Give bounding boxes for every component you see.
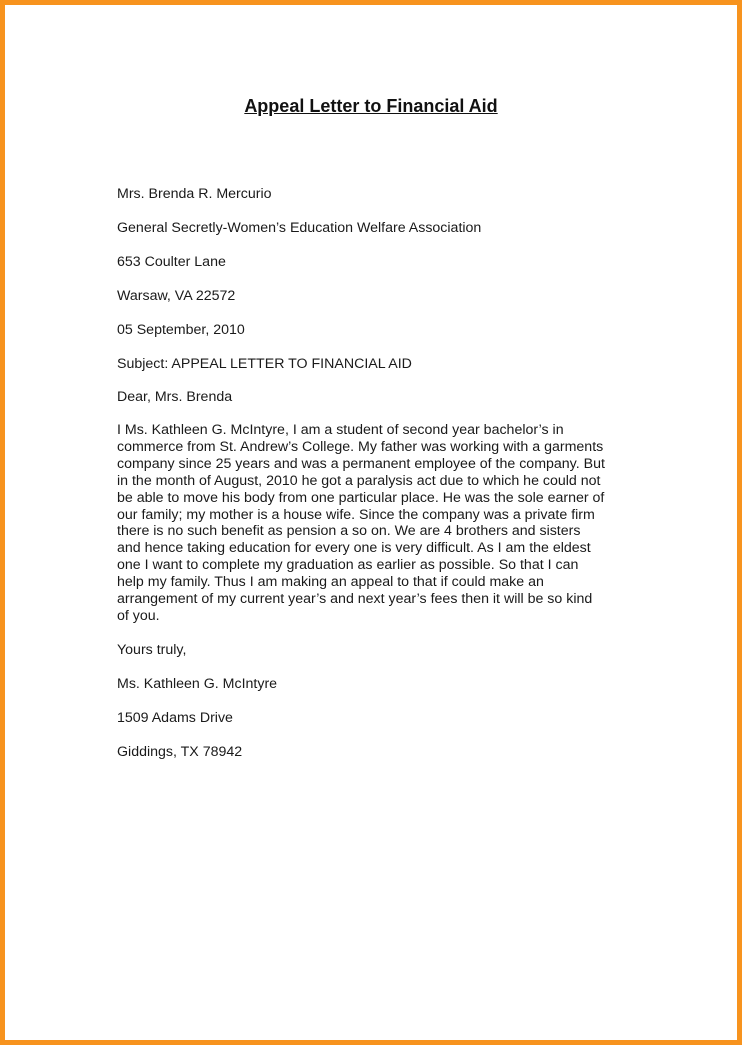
body-line: in the month of August, 2010 he got a paralysis act due to which he could not — [117, 472, 601, 489]
body-line: arrangement of my current year’s and next year’s fees then it will be so kind — [117, 591, 593, 608]
letter-subject: Subject: APPEAL LETTER TO FINANCIAL AID — [117, 356, 412, 372]
body-line: and hence taking education for every one is very difficult. As I am the eldest — [117, 540, 591, 557]
body-line: help my family. Thus I am making an appeal to that if could make an — [117, 574, 544, 591]
sender-city: Giddings, TX 78942 — [117, 744, 243, 760]
body-line: one I want to complete my graduation as earlier as possible. So that I can — [117, 557, 579, 574]
body-line: of you. — [117, 607, 160, 624]
body-line: our family; my mother is a house wife. Since the company was a private firm — [117, 506, 595, 523]
letter-body — [117, 422, 637, 625]
letter-date: 05 September, 2010 — [117, 322, 245, 338]
body-line: commerce from St. Andrew’s College. My father was working with a garments — [117, 438, 604, 455]
salutation: Dear, Mrs. Brenda — [117, 389, 233, 405]
body-line: be able to move his body from one particular place. He was the sole earner of — [117, 489, 605, 506]
closing: Yours truly, — [117, 642, 187, 658]
sender-name: Ms. Kathleen G. McIntyre — [117, 676, 278, 692]
recipient-position: General Secretly-Women’s Education Welfare Association — [117, 220, 482, 236]
letter-title: Appeal Letter to Financial Aid — [244, 96, 498, 116]
body-line: I Ms. Kathleen G. McIntyre, I am a student of second year bachelor’s in — [117, 422, 564, 438]
recipient-city: Warsaw, VA 22572 — [117, 288, 236, 304]
sender-street: 1509 Adams Drive — [117, 710, 233, 726]
body-line: there is no such benefit as pension a so on. We are 4 brothers and sisters — [117, 523, 581, 540]
recipient-name: Mrs. Brenda R. Mercurio — [117, 186, 272, 202]
body-line: company since 25 years and was a permanent employee of the company. But — [117, 455, 605, 472]
recipient-street: 653 Coulter Lane — [117, 254, 226, 270]
